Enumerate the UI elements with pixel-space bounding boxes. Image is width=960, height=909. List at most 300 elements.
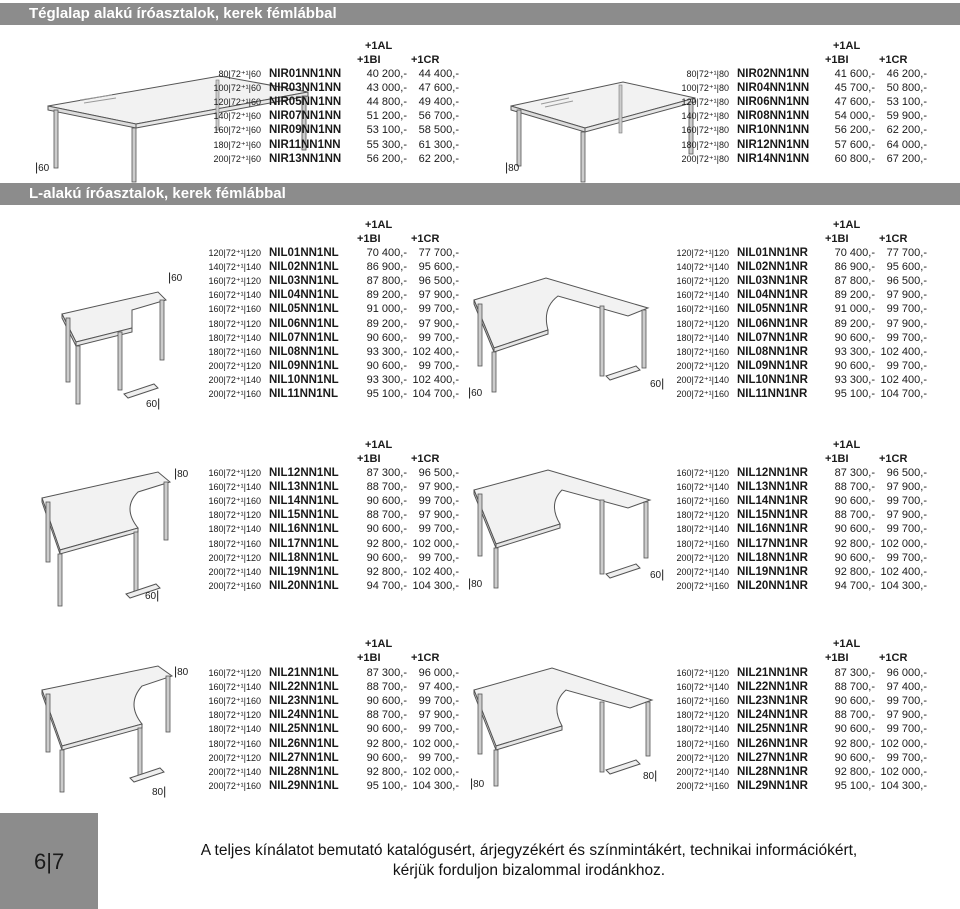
price-bi: 92 800,- (834, 765, 875, 778)
dimension-label: 200|72⁺¹|140 (208, 566, 261, 577)
dimension-label: 200|72⁺¹|160 (676, 580, 729, 591)
column-header-cr: +1CR (411, 652, 440, 664)
section-title-rectangular: Téglalap alakú íróasztalok, kerek fémlábbal (0, 3, 960, 25)
product-code: NIL15NN1NR (737, 509, 808, 522)
price-cr: 102 400,- (880, 565, 927, 578)
dimension-label: 160|72⁺¹|120 (676, 668, 729, 678)
product-code: NIL08NN1NL (269, 345, 339, 358)
price-bi: 95 100,- (366, 779, 407, 792)
product-code: NIL11NN1NR (737, 388, 808, 400)
product-code: NIR14NN1NN (737, 152, 810, 165)
price-bi: 93 300,- (366, 345, 407, 358)
price-bi: 88 700,- (366, 481, 407, 494)
dimension-label: 160|72⁺¹|160 (208, 496, 261, 507)
product-code: NIL14NN1NR (737, 495, 808, 508)
depth-label: 60| (145, 588, 160, 602)
price-bi: 92 800,- (366, 765, 407, 778)
dimension-label: 160|72⁺¹|140 (208, 682, 261, 693)
price-cr: 97 900,- (886, 709, 927, 722)
price-bi: 88 700,- (834, 509, 875, 522)
product-code: NIL21NN1NL (269, 667, 339, 679)
price-cr: 99 700,- (418, 495, 459, 508)
product-code: NIL20NN1NL (269, 579, 339, 592)
product-code: NIL24NN1NL (269, 709, 339, 722)
product-code: NIL24NN1NR (737, 709, 808, 722)
depth-label: |80 (505, 160, 520, 174)
product-code: NIL27NN1NR (737, 751, 808, 764)
footer-line-1: A teljes kínálatot bemutató katalógusért, árjegyzékért és színmintákért, technikai információkért, (200, 842, 858, 859)
product-code: NIL09NN1NL (269, 359, 339, 372)
dimension-label: 180|72⁺¹|140 (676, 524, 729, 535)
price-cr: 44 400,- (418, 68, 459, 80)
dimension-label: 160|72⁺¹|160 (676, 696, 729, 707)
footer (0, 813, 960, 909)
dimension-label: 180|72⁺¹|140 (208, 332, 261, 343)
price-cr: 97 900,- (886, 481, 927, 494)
price-cr: 99 700,- (418, 551, 459, 564)
product-code: NIL29NN1NL (269, 779, 339, 792)
dimension-label: 180|72⁺¹|120 (208, 510, 261, 521)
price-cr: 99 700,- (418, 359, 459, 372)
product-code: NIL08NN1NR (737, 345, 808, 358)
price-bi: 94 700,- (366, 579, 407, 592)
price-bi: 91 000,- (366, 303, 407, 316)
price-cr: 102 000,- (880, 765, 927, 778)
price-cr: 56 700,- (418, 110, 459, 123)
dimension-label: 100|72⁺¹|80 (681, 83, 729, 94)
dimension-label: 180|72⁺¹|60 (213, 139, 261, 150)
dimension-label: 180|72⁺¹|120 (208, 710, 261, 721)
dimension-label: 200|72⁺¹|140 (676, 566, 729, 577)
depth-label: |80 (470, 776, 485, 790)
product-code: NIL20NN1NR (737, 579, 808, 592)
price-bi: 93 300,- (834, 373, 875, 386)
price-cr: 96 000,- (886, 667, 927, 679)
price-cr: 104 700,- (880, 388, 927, 400)
price-bi: 88 700,- (834, 709, 875, 722)
price-bi: 95 100,- (834, 779, 875, 792)
price-bi: 86 900,- (366, 261, 407, 274)
product-code: NIL16NN1NL (269, 523, 339, 536)
price-cr: 50 800,- (886, 82, 927, 95)
price-bi: 92 800,- (834, 537, 875, 550)
price-bi: 90 600,- (366, 359, 407, 372)
price-bi: 70 400,- (834, 247, 875, 259)
product-code: NIR04NN1NN (737, 82, 810, 95)
product-code: NIL17NN1NR (737, 537, 808, 550)
price-cr: 104 300,- (880, 579, 927, 592)
product-code: NIL19NN1NR (737, 565, 808, 578)
price-cr: 99 700,- (886, 495, 927, 508)
dimension-label: 160|72⁺¹|120 (208, 276, 261, 287)
product-code: NIL07NN1NL (269, 331, 339, 344)
price-bi: 41 600,- (834, 68, 875, 80)
dimension-label: 160|72⁺¹|120 (676, 276, 729, 287)
price-bi: 90 600,- (366, 695, 407, 708)
product-code: NIR13NN1NN (269, 152, 342, 165)
column-header-cr: +1CR (879, 453, 908, 465)
price-cr: 97 400,- (418, 681, 459, 694)
product-code: NIL26NN1NR (737, 737, 808, 750)
dimension-label: 200|72⁺¹|120 (676, 552, 729, 563)
product-code: NIL13NN1NL (269, 481, 339, 494)
price-cr: 58 500,- (418, 124, 459, 137)
price-bi: 92 800,- (834, 565, 875, 578)
price-cr: 96 500,- (886, 275, 927, 288)
price-cr: 99 700,- (418, 303, 459, 316)
price-cr: 97 900,- (886, 289, 927, 302)
price-bi: 47 600,- (834, 96, 875, 109)
price-bi: 70 400,- (366, 247, 407, 259)
product-code: NIL25NN1NR (737, 723, 808, 736)
product-code: NIR06NN1NN (737, 96, 810, 109)
page-number: 6|7 (34, 849, 65, 874)
dimension-label: 200|72⁺¹|120 (676, 752, 729, 763)
dimension-label: 160|72⁺¹|160 (676, 304, 729, 315)
product-code: NIL06NN1NL (269, 317, 339, 330)
column-header-cr: +1CR (411, 453, 440, 465)
dimension-label: 180|72⁺¹|140 (676, 332, 729, 343)
depth-label: |80 (468, 576, 483, 590)
dimension-label: 180|72⁺¹|120 (676, 318, 729, 329)
desk-l-wide-right-image (468, 650, 658, 790)
footer-line-2: kérjük forduljon bizalommal irodánkhoz. (392, 862, 666, 879)
price-cr: 99 700,- (886, 695, 927, 708)
price-bi: 44 800,- (366, 96, 407, 109)
dimension-label: 120|72⁺¹|120 (208, 248, 261, 258)
price-bi: 95 100,- (366, 388, 407, 400)
price-cr: 64 000,- (886, 138, 927, 151)
price-bi: 45 700,- (834, 82, 875, 95)
column-header-al: +1AL (365, 638, 393, 650)
price-bi: 87 800,- (366, 275, 407, 288)
price-cr: 97 900,- (886, 509, 927, 522)
price-cr: 96 500,- (418, 275, 459, 288)
dimension-label: 160|72⁺¹|160 (208, 696, 261, 707)
product-code: NIL18NN1NR (737, 551, 808, 564)
column-header-al: +1AL (365, 439, 393, 451)
price-cr: 47 600,- (418, 82, 459, 95)
price-bi: 90 600,- (366, 495, 407, 508)
column-header-cr: +1CR (879, 652, 908, 664)
price-cr: 102 400,- (412, 373, 459, 386)
price-bi: 90 600,- (834, 331, 875, 344)
price-bi: 90 600,- (834, 751, 875, 764)
price-cr: 102 400,- (880, 373, 927, 386)
price-bi: 90 600,- (366, 751, 407, 764)
price-cr: 102 000,- (412, 537, 459, 550)
product-code: NIL06NN1NR (737, 317, 808, 330)
price-cr: 99 700,- (418, 695, 459, 708)
depth-label: 60| (650, 567, 665, 581)
price-cr: 102 400,- (880, 345, 927, 358)
section-title-l-shaped: L-alakú íróasztalok, kerek fémlábbal (0, 183, 960, 205)
price-cr: 99 700,- (886, 303, 927, 316)
product-code: NIL22NN1NL (269, 681, 339, 694)
dimension-label: 140|72⁺¹|60 (213, 111, 261, 122)
dimension-label: 200|72⁺¹|120 (208, 360, 261, 371)
product-code: NIL03NN1NR (737, 275, 808, 288)
column-header-bi: +1BI (357, 233, 381, 245)
price-bi: 90 600,- (834, 551, 875, 564)
product-code: NIL19NN1NL (269, 565, 339, 578)
column-header-cr: +1CR (411, 54, 440, 66)
product-code: NIL14NN1NL (269, 495, 339, 508)
depth-label: 80| (643, 768, 658, 782)
price-bi: 90 600,- (366, 523, 407, 536)
price-cr: 99 700,- (418, 751, 459, 764)
dimension-label: 120|72⁺¹|60 (213, 97, 261, 108)
dimension-label: 80|72⁺¹|80 (686, 69, 729, 79)
dimension-label: 200|72⁺¹|60 (213, 153, 261, 164)
price-cr: 77 700,- (886, 247, 927, 259)
product-code: NIL05NN1NL (269, 303, 339, 316)
product-code: NIL01NN1NL (269, 247, 339, 259)
product-code: NIL01NN1NR (737, 247, 808, 259)
price-cr: 53 100,- (886, 96, 927, 109)
desk-l-60-right-image (468, 248, 658, 398)
column-header-al: +1AL (365, 40, 393, 52)
product-code: NIR10NN1NN (737, 124, 810, 137)
price-bi: 90 600,- (834, 695, 875, 708)
price-bi: 87 300,- (834, 667, 875, 679)
product-code: NIL04NN1NR (737, 289, 808, 302)
dimension-label: 160|72⁺¹|140 (676, 482, 729, 493)
price-bi: 43 000,- (366, 82, 407, 95)
column-header-al: +1AL (833, 40, 861, 52)
price-cr: 97 900,- (418, 317, 459, 330)
dimension-label: 180|72⁺¹|140 (208, 724, 261, 735)
dimension-label: 180|72⁺¹|120 (676, 510, 729, 521)
dimension-label: 140|72⁺¹|140 (208, 262, 261, 273)
product-code: NIL18NN1NL (269, 551, 339, 564)
price-cr: 77 700,- (418, 247, 459, 259)
desk-l-curve-left-image (38, 458, 178, 608)
price-bi: 90 600,- (834, 359, 875, 372)
dimension-label: 160|72⁺¹|120 (208, 468, 261, 478)
dimension-label: 200|72⁺¹|140 (676, 374, 729, 385)
product-code: NIL05NN1NR (737, 303, 808, 316)
price-bi: 88 700,- (366, 509, 407, 522)
price-cr: 99 700,- (886, 523, 927, 536)
dimension-label: 160|72⁺¹|160 (208, 304, 261, 315)
column-header-cr: +1CR (879, 233, 908, 245)
dimension-label: 200|72⁺¹|120 (676, 360, 729, 371)
dimension-label: 180|72⁺¹|120 (208, 318, 261, 329)
price-cr: 97 400,- (886, 681, 927, 694)
price-cr: 99 700,- (886, 751, 927, 764)
price-bi: 86 900,- (834, 261, 875, 274)
column-header-cr: +1CR (411, 233, 440, 245)
price-cr: 99 700,- (886, 331, 927, 344)
price-cr: 67 200,- (886, 152, 927, 165)
dimension-label: 200|72⁺¹|160 (208, 389, 261, 399)
product-code: NIL02NN1NR (737, 261, 808, 274)
price-cr: 99 700,- (886, 551, 927, 564)
depth-label: 60| (146, 396, 161, 410)
price-cr: 95 600,- (418, 261, 459, 274)
depth-label: |60 (168, 270, 183, 284)
dimension-label: 100|72⁺¹|60 (213, 83, 261, 94)
price-cr: 62 200,- (886, 124, 927, 137)
price-bi: 88 700,- (366, 681, 407, 694)
depth-label: |80 (174, 466, 189, 480)
price-bi: 87 800,- (834, 275, 875, 288)
price-bi: 51 200,- (366, 110, 407, 123)
dimension-label: 180|72⁺¹|160 (676, 346, 729, 357)
price-bi: 53 100,- (366, 124, 407, 137)
dimension-label: 160|72⁺¹|160 (676, 496, 729, 507)
product-code: NIL12NN1NR (737, 467, 808, 479)
dimension-label: 180|72⁺¹|160 (676, 538, 729, 549)
product-code: NIL09NN1NR (737, 359, 808, 372)
dimension-label: 180|72⁺¹|160 (676, 738, 729, 749)
product-code: NIL29NN1NR (737, 779, 808, 792)
depth-label: |80 (174, 664, 189, 678)
price-cr: 99 700,- (886, 359, 927, 372)
desk-l-60-left-image (58, 258, 173, 408)
price-bi: 90 600,- (834, 495, 875, 508)
dimension-label: 180|72⁺¹|140 (676, 724, 729, 735)
price-bi: 54 000,- (834, 110, 875, 123)
dimension-label: 160|72⁺¹|120 (676, 468, 729, 478)
price-bi: 87 300,- (834, 467, 875, 479)
product-code: NIR12NN1NN (737, 138, 810, 151)
price-cr: 49 400,- (418, 96, 459, 109)
product-code: NIL04NN1NL (269, 289, 339, 302)
dimension-label: 200|72⁺¹|140 (676, 766, 729, 777)
column-header-al: +1AL (833, 439, 861, 451)
price-bi: 88 700,- (834, 481, 875, 494)
dimension-label: 160|72⁺¹|140 (208, 482, 261, 493)
product-code: NIR08NN1NN (737, 110, 810, 123)
price-cr: 46 200,- (886, 68, 927, 80)
column-header-bi: +1BI (357, 54, 381, 66)
column-header-bi: +1BI (825, 54, 849, 66)
desk-l-wide-left-image (38, 656, 178, 796)
dimension-label: 80|72⁺¹|60 (218, 69, 261, 79)
price-cr: 102 400,- (412, 345, 459, 358)
product-code: NIL26NN1NL (269, 737, 339, 750)
product-code: NIL10NN1NR (737, 373, 808, 386)
price-bi: 94 700,- (834, 579, 875, 592)
dimension-label: 140|72⁺¹|140 (676, 262, 729, 273)
column-header-bi: +1BI (357, 453, 381, 465)
product-code: NIL10NN1NL (269, 373, 339, 386)
price-cr: 59 900,- (886, 110, 927, 123)
price-cr: 99 700,- (418, 723, 459, 736)
dimension-label: 180|72⁺¹|80 (681, 139, 729, 150)
dimension-label: 200|72⁺¹|120 (208, 752, 261, 763)
price-bi: 93 300,- (366, 373, 407, 386)
dimension-label: 160|72⁺¹|60 (213, 125, 261, 136)
product-code: NIL17NN1NL (269, 537, 339, 550)
dimension-label: 180|72⁺¹|160 (208, 738, 261, 749)
price-bi: 90 600,- (834, 523, 875, 536)
price-bi: 90 600,- (366, 551, 407, 564)
price-bi: 92 800,- (366, 565, 407, 578)
desk-l-curve-right-image (468, 448, 658, 598)
product-code: NIR09NN1NN (269, 124, 342, 137)
product-code: NIR07NN1NN (269, 110, 342, 123)
price-bi: 89 200,- (834, 317, 875, 330)
column-header-al: +1AL (365, 219, 393, 231)
price-cr: 96 500,- (886, 467, 927, 479)
product-code: NIL25NN1NL (269, 723, 339, 736)
price-bi: 56 200,- (834, 124, 875, 137)
price-bi: 55 300,- (366, 138, 407, 151)
depth-label: |60 (35, 160, 50, 174)
dimension-label: 180|72⁺¹|120 (676, 710, 729, 721)
dimension-label: 160|72⁺¹|140 (676, 290, 729, 301)
price-bi: 40 200,- (366, 68, 407, 80)
product-code: NIL13NN1NR (737, 481, 808, 494)
dimension-label: 200|72⁺¹|160 (208, 580, 261, 591)
product-code: NIL12NN1NL (269, 467, 339, 479)
price-cr: 99 700,- (418, 331, 459, 344)
depth-label: |60 (468, 385, 483, 399)
price-cr: 62 200,- (418, 152, 459, 165)
price-cr: 96 000,- (418, 667, 459, 679)
price-bi: 91 000,- (834, 303, 875, 316)
price-bi: 89 200,- (366, 289, 407, 302)
dimension-label: 200|72⁺¹|80 (681, 153, 729, 164)
price-cr: 99 700,- (418, 523, 459, 536)
product-code: NIR05NN1NN (269, 96, 342, 109)
product-code: NIL15NN1NL (269, 509, 339, 522)
dimension-label: 180|72⁺¹|160 (208, 538, 261, 549)
product-code: NIL03NN1NL (269, 275, 339, 288)
page-number-box (0, 813, 98, 909)
product-code: NIR01NN1NN (269, 68, 342, 80)
product-code: NIL28NN1NR (737, 765, 808, 778)
price-bi: 88 700,- (366, 709, 407, 722)
product-code: NIL16NN1NR (737, 523, 808, 536)
price-cr: 99 700,- (886, 723, 927, 736)
product-code: NIL23NN1NL (269, 695, 339, 708)
dimension-label: 140|72⁺¹|80 (681, 111, 729, 122)
column-header-al: +1AL (833, 219, 861, 231)
price-cr: 96 500,- (418, 467, 459, 479)
price-cr: 97 900,- (418, 509, 459, 522)
price-bi: 92 800,- (366, 537, 407, 550)
price-bi: 60 800,- (834, 152, 875, 165)
price-cr: 97 900,- (418, 481, 459, 494)
price-bi: 87 300,- (366, 467, 407, 479)
price-cr: 104 300,- (880, 779, 927, 792)
price-bi: 95 100,- (834, 388, 875, 400)
dimension-label: 200|72⁺¹|160 (676, 780, 729, 791)
column-header-bi: +1BI (825, 233, 849, 245)
product-code: NIR02NN1NN (737, 68, 810, 80)
price-bi: 90 600,- (366, 723, 407, 736)
dimension-label: 160|72⁺¹|80 (681, 125, 729, 136)
product-code: NIL27NN1NL (269, 751, 339, 764)
price-cr: 61 300,- (418, 138, 459, 151)
price-bi: 88 700,- (834, 681, 875, 694)
price-cr: 102 000,- (880, 737, 927, 750)
dimension-label: 200|72⁺¹|160 (676, 389, 729, 399)
dimension-label: 180|72⁺¹|140 (208, 524, 261, 535)
depth-label: 80| (152, 784, 167, 798)
product-code: NIR03NN1NN (269, 82, 342, 95)
price-cr: 102 000,- (880, 537, 927, 550)
product-code: NIL07NN1NR (737, 331, 808, 344)
dimension-label: 200|72⁺¹|120 (208, 552, 261, 563)
product-code: NIL22NN1NR (737, 681, 808, 694)
dimension-label: 180|72⁺¹|160 (208, 346, 261, 357)
price-cr: 104 700,- (412, 388, 459, 400)
